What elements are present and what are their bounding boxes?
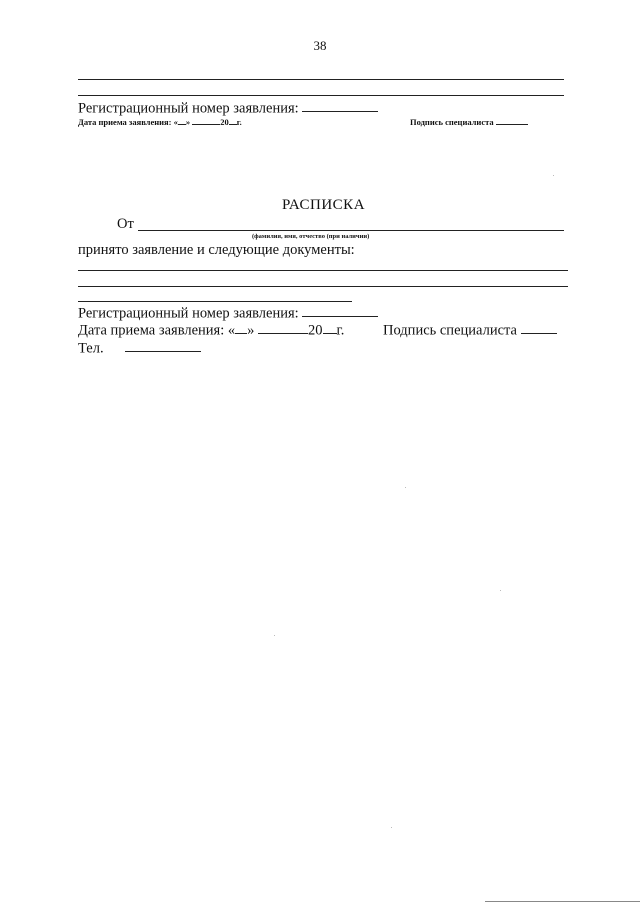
from-label: От — [117, 216, 134, 232]
registration-number-blank — [302, 304, 378, 317]
phone-label: Тел. — [78, 340, 104, 357]
signature-label: Подпись специалиста — [410, 117, 494, 128]
document-line — [78, 286, 568, 287]
scan-speck — [274, 635, 275, 636]
date-label: Дата приема заявления: « — [78, 322, 236, 339]
registration-number-label: Регистрационный номер заявления: — [78, 305, 299, 322]
date-quote-close: » — [185, 117, 191, 128]
blank-line — [78, 95, 564, 96]
signature-label: Подпись специалиста — [383, 322, 517, 339]
application-date-line — [78, 117, 242, 127]
year-blank — [323, 321, 337, 334]
from-name-line — [138, 230, 564, 231]
registration-number-label: Регистрационный номер заявления: — [78, 100, 299, 117]
fio-hint: (фамилия, имя, отчество (при наличии) — [252, 233, 370, 240]
day-blank — [178, 117, 186, 125]
registration-number-line — [78, 99, 378, 117]
date-suffix: г. — [336, 322, 345, 339]
registration-number-blank — [302, 99, 378, 112]
date-label: Дата приема заявления: « — [78, 117, 178, 128]
phone-line — [78, 339, 201, 357]
scan-speck — [391, 827, 392, 828]
signature-blank — [521, 321, 557, 334]
scan-edge-line — [485, 901, 640, 902]
year-blank — [229, 117, 237, 125]
receipt-title: РАСПИСКА — [282, 197, 366, 213]
page-number: 38 — [313, 38, 327, 53]
month-blank — [258, 321, 308, 334]
receipt-registration-number-line — [78, 304, 378, 322]
receipt-signature-line — [383, 321, 557, 339]
scan-speck — [553, 175, 554, 176]
day-blank — [235, 321, 247, 334]
document-line — [78, 270, 568, 271]
phone-blank — [125, 339, 201, 352]
document-line — [78, 301, 352, 302]
receipt-date-line — [78, 321, 344, 339]
date-year: 20 — [220, 117, 229, 128]
date-year: 20 — [308, 322, 323, 339]
specialist-signature-line — [410, 117, 528, 127]
date-suffix: г. — [236, 117, 242, 128]
month-blank — [192, 117, 220, 125]
scan-speck — [405, 487, 406, 488]
accepted-documents-text: принято заявление и следующие документы: — [78, 242, 355, 258]
scan-speck — [500, 590, 501, 591]
date-quote-close: » — [247, 322, 255, 339]
signature-blank — [496, 117, 528, 125]
blank-line — [78, 79, 564, 80]
